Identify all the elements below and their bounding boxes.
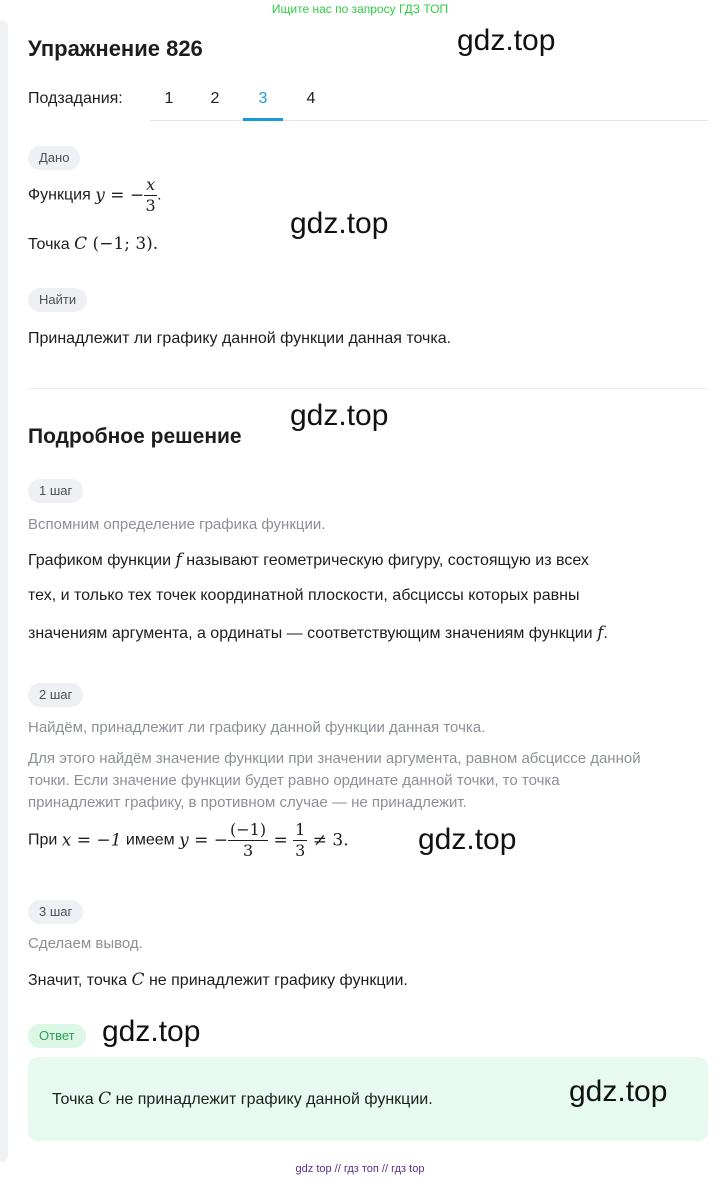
step1-f: f	[175, 550, 182, 570]
tab-subtask-4[interactable]: 4	[306, 90, 316, 107]
step1-f2: f	[597, 623, 604, 643]
given-function	[28, 175, 162, 216]
watermark: gdz.top	[290, 399, 389, 432]
step2-desc-line1: Для этого найдём значение функции при значении аргумента, равном абсциссе данной	[28, 750, 641, 767]
answer-badge: Ответ	[28, 1024, 86, 1048]
eq-fraction-2-den: 3	[295, 841, 306, 860]
section-divider	[28, 388, 708, 389]
top-banner-link[interactable]: Ищите нас по запросу ГДЗ ТОП	[271, 2, 449, 16]
subtasks-label: Подзадания:	[28, 90, 123, 107]
function-prefix: Функция	[28, 186, 96, 204]
eq-fraction-2-num: 1	[295, 820, 306, 839]
solution-heading: Подробное решение	[28, 425, 242, 448]
eq-mid: имеем	[121, 831, 180, 849]
step2-badge: 2 шаг	[28, 683, 83, 707]
eq-fraction-1-num: (−1)	[230, 820, 267, 839]
function-lhs: y = −	[95, 185, 145, 206]
tab-subtask-2[interactable]: 2	[210, 90, 220, 107]
footer-links[interactable]: gdz top // гдз топ // гдз top	[295, 1163, 425, 1175]
tab-subtask-1[interactable]: 1	[164, 90, 174, 107]
function-suffix: .	[157, 186, 162, 204]
step3-point: C	[131, 970, 145, 990]
step2-desc-line2: точки. Если значение функции будет равно ординате данной точки, то точка	[28, 772, 560, 789]
watermark: gdz.top	[290, 207, 389, 240]
eq-equals: =	[268, 830, 294, 851]
tab-subtask-3[interactable]: 3	[258, 90, 268, 107]
step1-line3-b: .	[603, 625, 608, 642]
page-title: Упражнение 826	[28, 36, 203, 61]
function-fraction	[144, 175, 157, 216]
tabs-baseline	[150, 120, 708, 121]
left-edge-bar	[0, 20, 8, 1162]
eq-y: y = −	[179, 830, 229, 851]
eq-prefix: При	[28, 831, 62, 849]
watermark: gdz.top	[418, 823, 517, 856]
step3-hint: Сделаем вывод.	[28, 935, 143, 952]
step1-line3	[28, 623, 608, 643]
step1-line2: тех, и только тех точек координатной плоскости, абсциссы которых равны	[28, 587, 580, 604]
eq-tail: ≠ 3.	[307, 830, 349, 851]
step1-hint: Вспомним определение графика функции.	[28, 516, 326, 533]
find-badge: Найти	[28, 288, 87, 312]
step2-hint: Найдём, принадлежит ли графику данной функции данная точка.	[28, 719, 486, 736]
eq-fraction-1-den: 3	[242, 841, 254, 860]
point-coords: (−1; 3).	[87, 234, 159, 254]
given-badge: Дано	[28, 146, 80, 170]
step1-line1-b: называют геометрическую фигуру, состоящую из всех	[181, 552, 589, 569]
eq-fraction-1	[228, 820, 268, 861]
answer-text-a: Точка	[52, 1091, 99, 1108]
step3-text-a: Значит, точка	[28, 972, 132, 989]
answer-point: C	[98, 1089, 112, 1109]
watermark: gdz.top	[457, 24, 556, 57]
watermark: gdz.top	[102, 1015, 201, 1048]
step2-desc-line3: принадлежит графику, в противном случае — не принадлежит.	[28, 794, 467, 811]
eq-fraction-2	[293, 820, 307, 861]
active-tab-indicator	[243, 118, 283, 121]
eq-x: x = −1	[61, 830, 122, 851]
answer-text	[52, 1089, 433, 1109]
step1-line1	[28, 550, 589, 570]
step3-text	[28, 970, 408, 990]
point-name: C	[74, 234, 88, 254]
point-prefix: Точка	[28, 236, 75, 253]
function-numerator: x	[146, 175, 156, 194]
step1-line1-a: Графиком функции	[28, 552, 176, 569]
given-point	[28, 234, 158, 254]
find-text: Принадлежит ли графику данной функции данная точка.	[28, 330, 452, 347]
step3-text-b: не принадлежит графику функции.	[144, 972, 408, 989]
step1-line3-a: значениям аргумента, а ординаты — соответствующим значениям функции	[28, 625, 598, 642]
step3-badge: 3 шаг	[28, 900, 83, 924]
step1-badge: 1 шаг	[28, 479, 83, 503]
answer-text-b: не принадлежит графику данной функции.	[111, 1091, 433, 1108]
step2-equation	[28, 820, 349, 861]
function-denominator: 3	[145, 196, 156, 215]
watermark: gdz.top	[569, 1075, 668, 1108]
